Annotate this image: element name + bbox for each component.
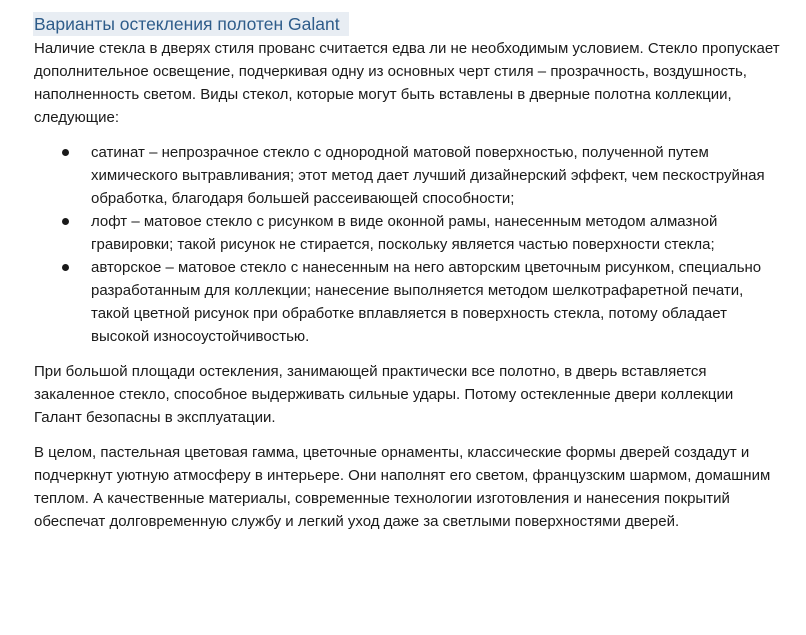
bullet-icon <box>62 264 69 271</box>
glass-types-list <box>34 141 784 348</box>
intro-paragraph: Наличие стекла в дверях стиля прованс считается едва ли не необходимым условием. Стекло пропускает дополнительное освещение, подчеркивая одну из основных черт стиля – прозрачность, воздушность, наполненность светом. Виды стекол, которые могут быть вставлены в дверные полотна коллекции, следующие: <box>34 40 780 126</box>
list-item <box>34 256 784 348</box>
bullet-icon <box>62 218 69 225</box>
conclusion-paragraph: В целом, пастельная цветовая гамма, цветочные орнаменты, классические формы дверей создадут и подчеркнут уютную атмосферу в интерьере. Они наполнят его светом, французским шармом, домашним теплом. А качественные материалы, современные технологии изготовления и нанесения покрытий обеспечат долговременную службу и легкий уход даже за светлыми поверхностями дверей. <box>34 444 771 530</box>
list-item <box>34 210 784 256</box>
tempered-glass-paragraph: При большой площади остекления, занимающей практически все полотно, в дверь вставляется закаленное стекло, способное выдерживать сильные удары. Потому остекленные двери коллекции Галант безопасны в эксплуатации. <box>34 363 734 426</box>
list-item-text: сатинат – непрозрачное стекло с однородной матовой поверхностью, полученной путем химического вытравливания; этот метод дает лучший дизайнерский эффект, чем пескоструйная обработка, благодаря большей рассеивающей способности; <box>91 144 765 207</box>
document-body <box>34 12 784 533</box>
list-item <box>34 141 784 210</box>
list-item-text: лофт – матовое стекло с рисунком в виде оконной рамы, нанесенным методом алмазной гравировки; такой рисунок не стирается, поскольку является частью поверхности стекла; <box>91 213 718 253</box>
list-item-text: авторское – матовое стекло с нанесенным на него авторским цветочным рисунком, специально разработанным для коллекции; нанесение выполняется методом шелкотрафаретной печати, такой цветной рисунок при обработке вплавляется в поверхность стекла, потому обладает высокой износоустойчивостью. <box>91 259 762 345</box>
section-heading: Варианты остекления полотен Galant <box>33 12 349 36</box>
bullet-icon <box>62 149 69 156</box>
